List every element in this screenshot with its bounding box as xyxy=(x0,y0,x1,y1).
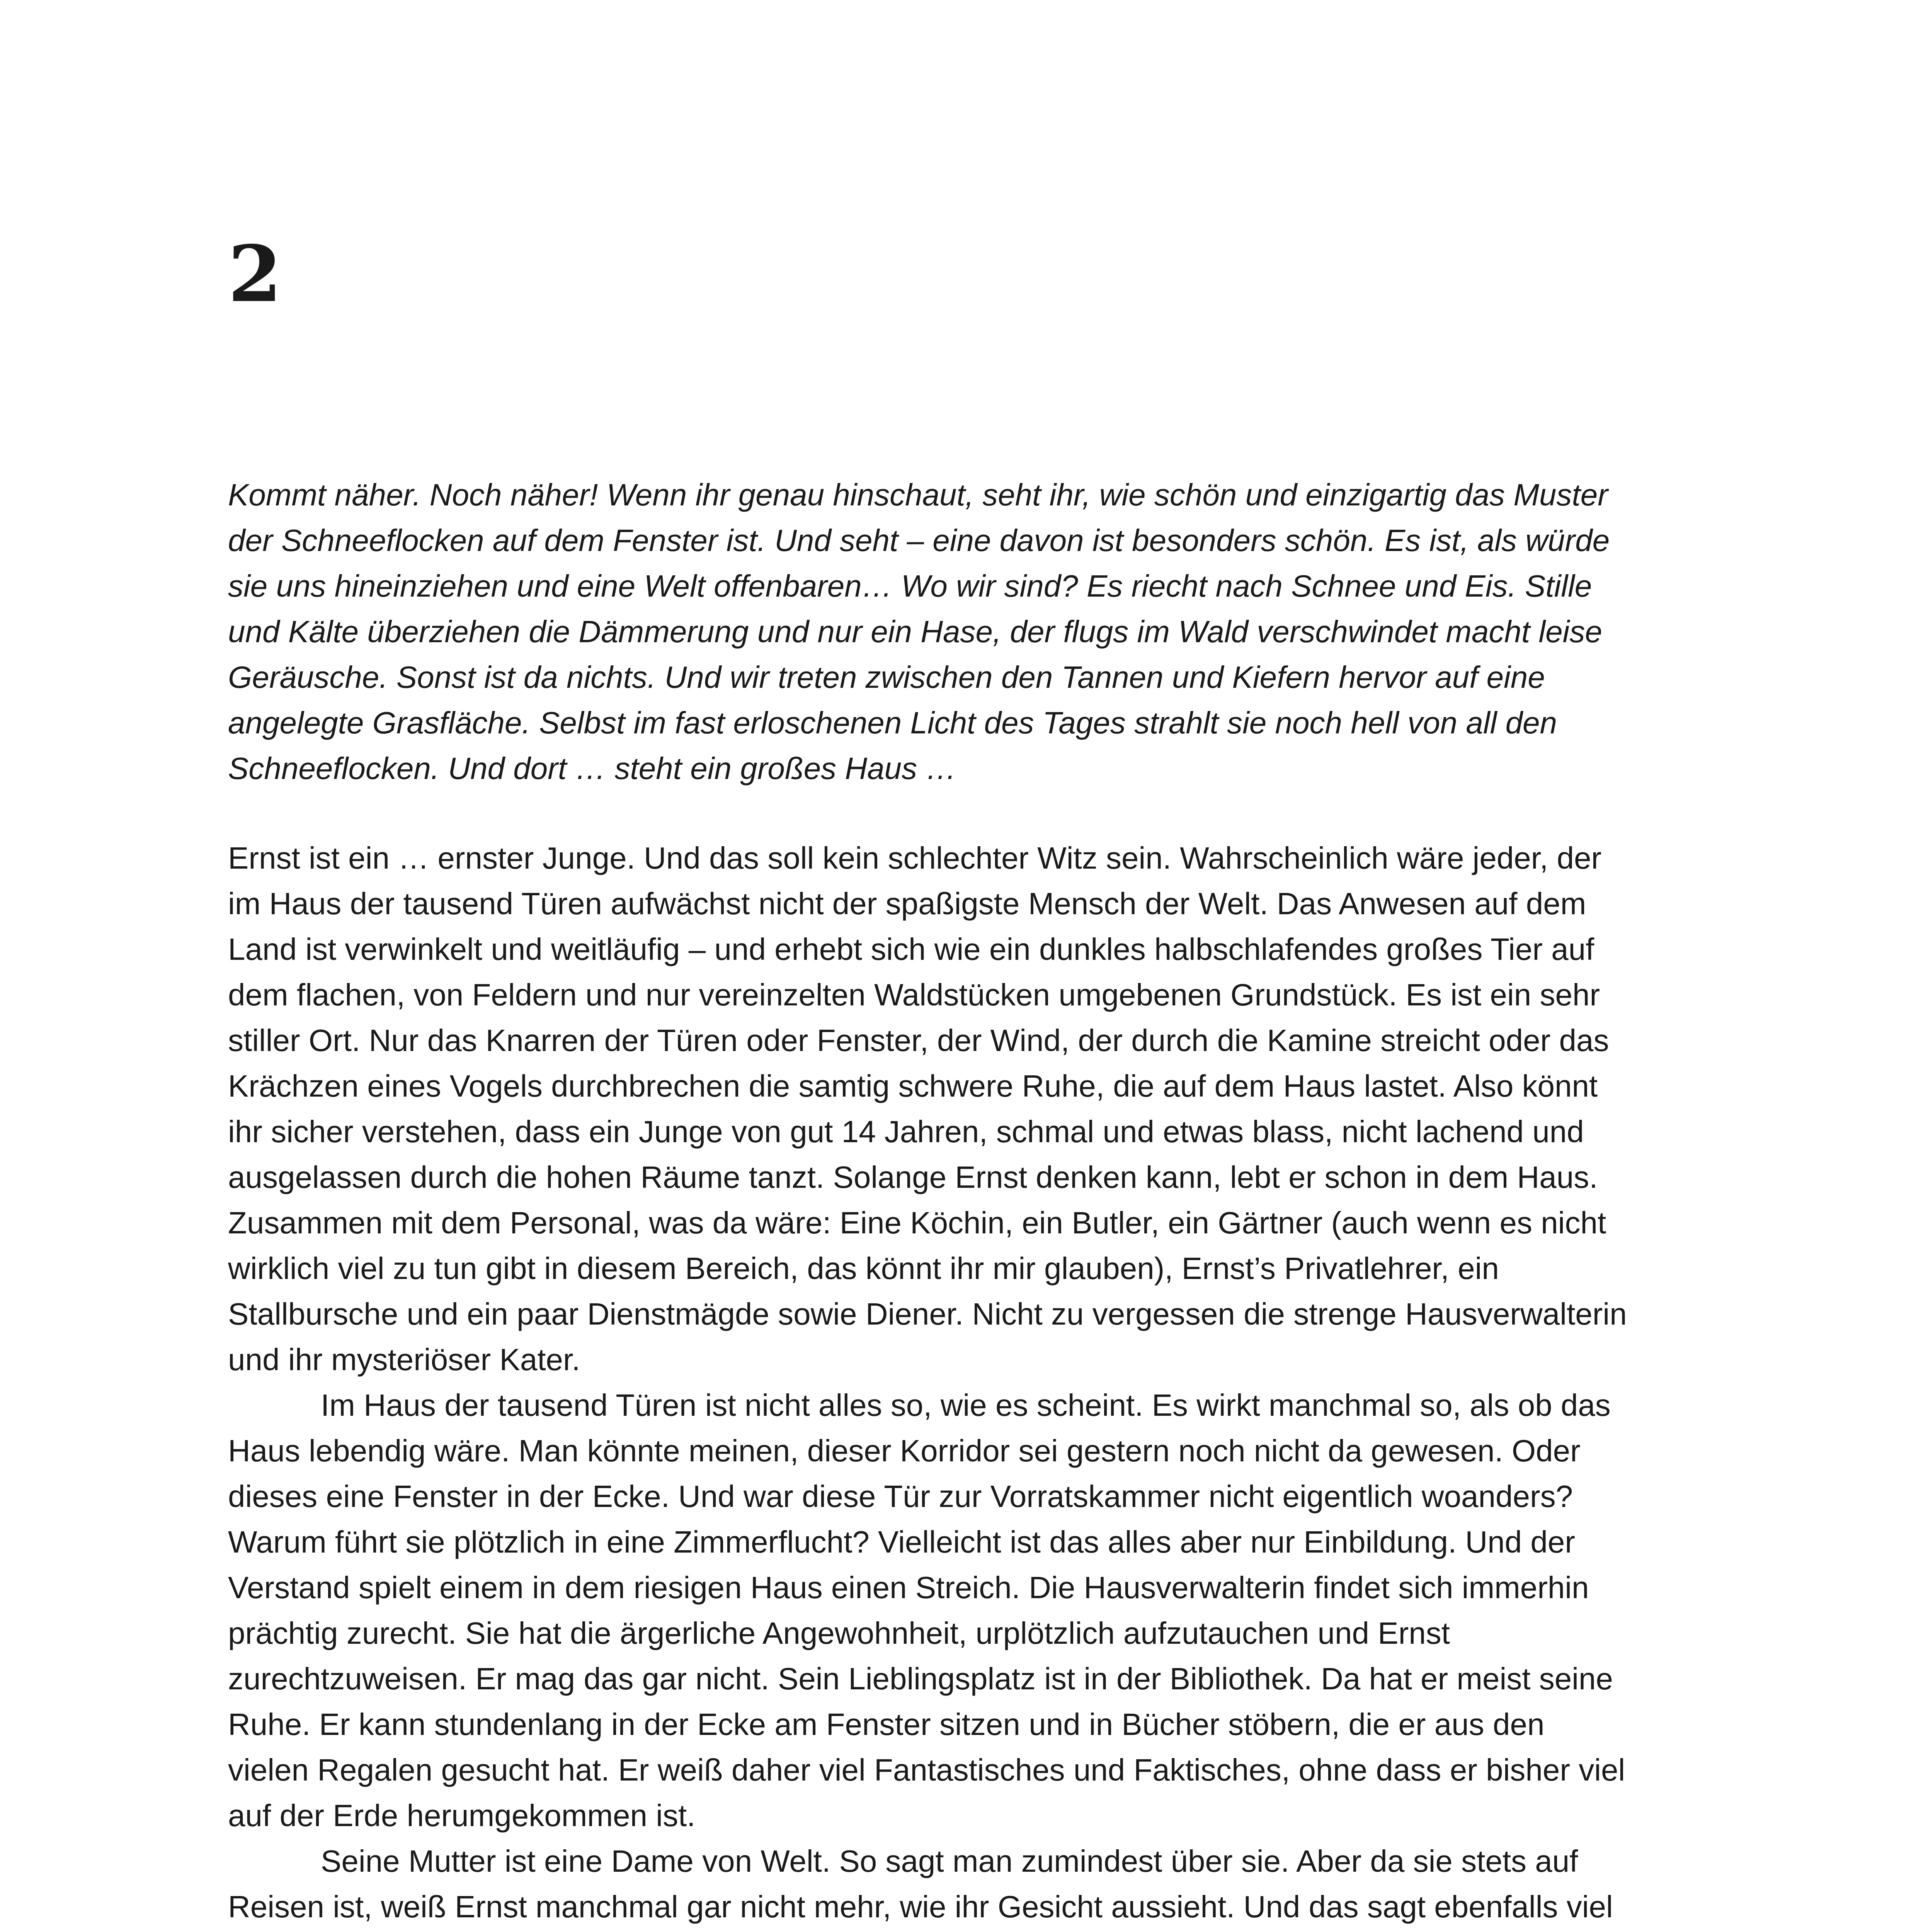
body-paragraph: Seine Mutter ist eine Dame von Welt. So sagt man zumindest über sie. Aber da sie stets auf Reisen ist, weiß Ernst manchmal gar nicht mehr, wie ihr Gesicht aussieht. Und das sagt ebenfalls viel xyxy=(228,1844,1613,1924)
chapter-number: 2 xyxy=(228,229,282,320)
intro-paragraph: Kommt näher. Noch näher! Wenn ihr genau hinschaut, seht ihr, wie schön und einzigartig das Muster der Schneeflocken auf dem Fenster ist. Und seht – eine davon ist besonders schön. Es ist, als würde sie uns hineinziehen und eine Welt offenbaren… Wo wir sind? Es riecht nach Schnee und Eis. Stille und Kälte überziehen die Dämmerung und nur ein Hase, der flugs im Wald verschwindet macht leise Geräusche. Sonst ist da nichts. Und wir treten zwischen den Tannen und Kiefern hervor auf eine angelegte Grasfläche. Selbst im fast erloschenen Licht des Tages strahlt sie noch hell von all den Schneeflocken. Und dort … steht ein großes Haus … xyxy=(228,478,1610,786)
body-text xyxy=(228,835,1627,1932)
body-paragraph: Ernst ist ein … ernster Junge. Und das soll kein schlechter Witz sein. Wahrscheinlich wäre jeder, der im Haus der tausend Türen aufwächst nicht der spaßigste Mensch der Welt. Das Anwesen auf dem Land ist verwinkelt und weitläufig – und erhebt sich wie ein dunkles halbschlafendes großes Tier auf dem flachen, von Feldern und nur vereinzelten Waldstücken umgebenen Grundstück. Es ist ein sehr stiller Ort. Nur das Knarren der Türen oder Fenster, der Wind, der durch die Kamine streicht oder das Krächzen eines Vogels durchbrechen die samtig schwere Ruhe, die auf dem Haus lastet. Also könnt ihr sicher verstehen, dass ein Junge von gut 14 Jahren, schmal und etwas blass, nicht lachend und ausgelassen durch die hohen Räume tanzt. Solange Ernst denken kann, lebt er schon in dem Haus. Zusammen mit dem Personal, was da wäre: Eine Köchin, ein Butler, ein Gärtner (auch wenn es nicht wirklich viel zu tun gibt in diesem Bereich, das könnt ihr mir glauben), Ernst’s Privatlehrer, ein Stallbursche und ein paar Dienstmägde sowie Diener. Nicht zu vergessen die strenge Hausverwalterin und ihr mysteriöser Kater. xyxy=(228,841,1627,1377)
body-paragraph: Im Haus der tausend Türen ist nicht alles so, wie es scheint. Es wirkt manchmal so, als ob das Haus lebendig wäre. Man könnte meinen, dieser Korridor sei gestern noch nicht da gewesen. Oder dieses eine Fenster in der Ecke. Und war diese Tür zur Vorratskammer nicht eigentlich woanders? Warum führt sie plötzlich in eine Zimmerflucht? Vielleicht ist das alles aber nur Einbildung. Und der Verstand spielt einem in dem riesigen Haus einen Streich. Die Hausverwalterin findet sich immerhin prächtig zurecht. Sie hat die ärgerliche Angewohnheit, urplötzlich aufzutauchen und Ernst zurechtzuweisen. Er mag das gar nicht. Sein Lieblingsplatz ist in der Bibliothek. Da hat er meist seine Ruhe. Er kann stundenlang in der Ecke am Fenster sitzen und in Bücher stöbern, die er aus den vielen Regalen gesucht hat. Er weiß daher viel Fantastisches und Faktisches, ohne dass er bisher viel auf der Erde herumgekommen ist. xyxy=(228,1388,1625,1833)
